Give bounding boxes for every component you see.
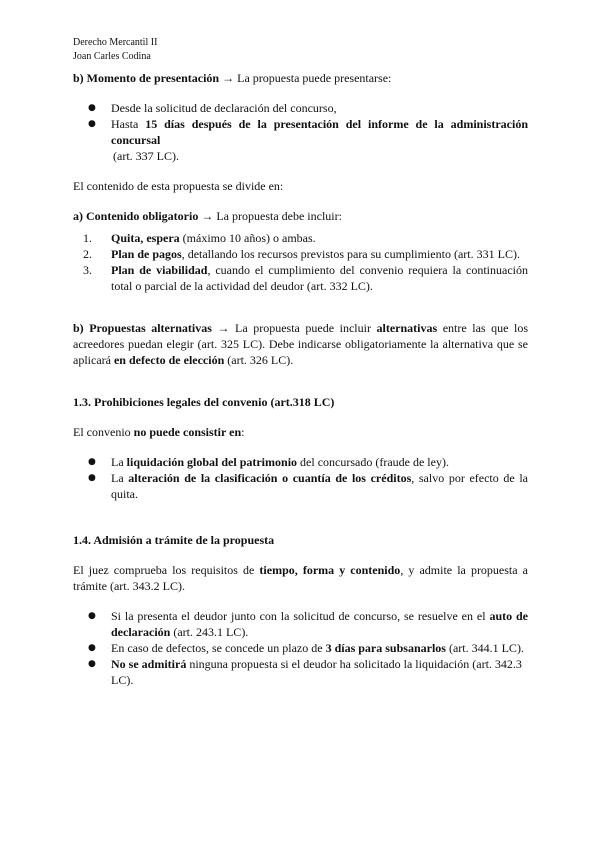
header-author: Joan Carles Codina <box>73 51 151 62</box>
list-item: ● Si la presenta el deudor junto con la solicitud de concurso, se resuelve en el auto de declaración (art. 243.1 LC). <box>73 608 528 640</box>
admission-list <box>73 608 528 688</box>
moment-heading: b) Momento de presentación → La propuesta puede presentarse: <box>73 71 392 85</box>
list-item: ● No se admitirá ninguna propuesta si el deudor ha solicitado la liquidación (art. 342.3 LC). <box>73 656 528 688</box>
list-item: 3. Plan de viabilidad, cuando el cumplimiento del convenio requiera la continuación total o parcial de la actividad del deudor (art. 332 LC). <box>83 263 529 293</box>
alternatives-paragraph: b) Propuestas alternativas → La propuesta puede incluir alternativas entre las que los acreedores puedan elegir (art. 325 LC). Debe indicarse obligatoriamente la alternativa que se aplicará en defecto de elección (art. 326 LC). <box>73 321 529 367</box>
mandatory-heading: a) Contenido obligatorio → La propuesta debe incluir: <box>73 209 342 223</box>
mandatory-list <box>73 230 528 294</box>
section-heading-1-4: 1.4. Admisión a trámite de la propuesta <box>73 533 275 547</box>
list-item: 2. Plan de pagos, detallando los recursos previstos para su cumplimiento (art. 331 LC). <box>83 247 520 261</box>
list-item: ● La liquidación global del patrimonio del concursado (fraude de ley). <box>73 454 528 470</box>
document-body <box>73 70 528 688</box>
header-course: Derecho Mercantil II <box>73 37 158 48</box>
list-item: ● Hasta 15 días después de la presentación del informe de la administración concursal (art. 337 LC). <box>73 116 528 164</box>
content-division: El contenido de esta propuesta se divide en: <box>73 179 284 193</box>
list-item: ● Desde la solicitud de declaración del concurso, <box>73 100 528 116</box>
list-item: ● En caso de defectos, se concede un plazo de 3 días para subsanarlos (art. 344.1 LC). <box>73 640 528 656</box>
prohibitions-intro: El convenio no puede consistir en: <box>73 425 245 439</box>
prohibitions-list <box>73 454 528 502</box>
page-header <box>73 36 157 64</box>
section-heading-1-3: 1.3. Prohibiciones legales del convenio (art.318 LC) <box>73 395 335 409</box>
list-item: ● La alteración de la clasificación o cuantía de los créditos, salvo por efecto de la quita. <box>73 470 528 502</box>
admission-paragraph: El juez comprueba los requisitos de tiempo, forma y contenido, y admite la propuesta a trámite (art. 343.2 LC). <box>73 563 528 593</box>
moment-list <box>73 100 528 164</box>
list-item: 1. Quita, espera (máximo 10 años) o ambas. <box>83 231 316 245</box>
